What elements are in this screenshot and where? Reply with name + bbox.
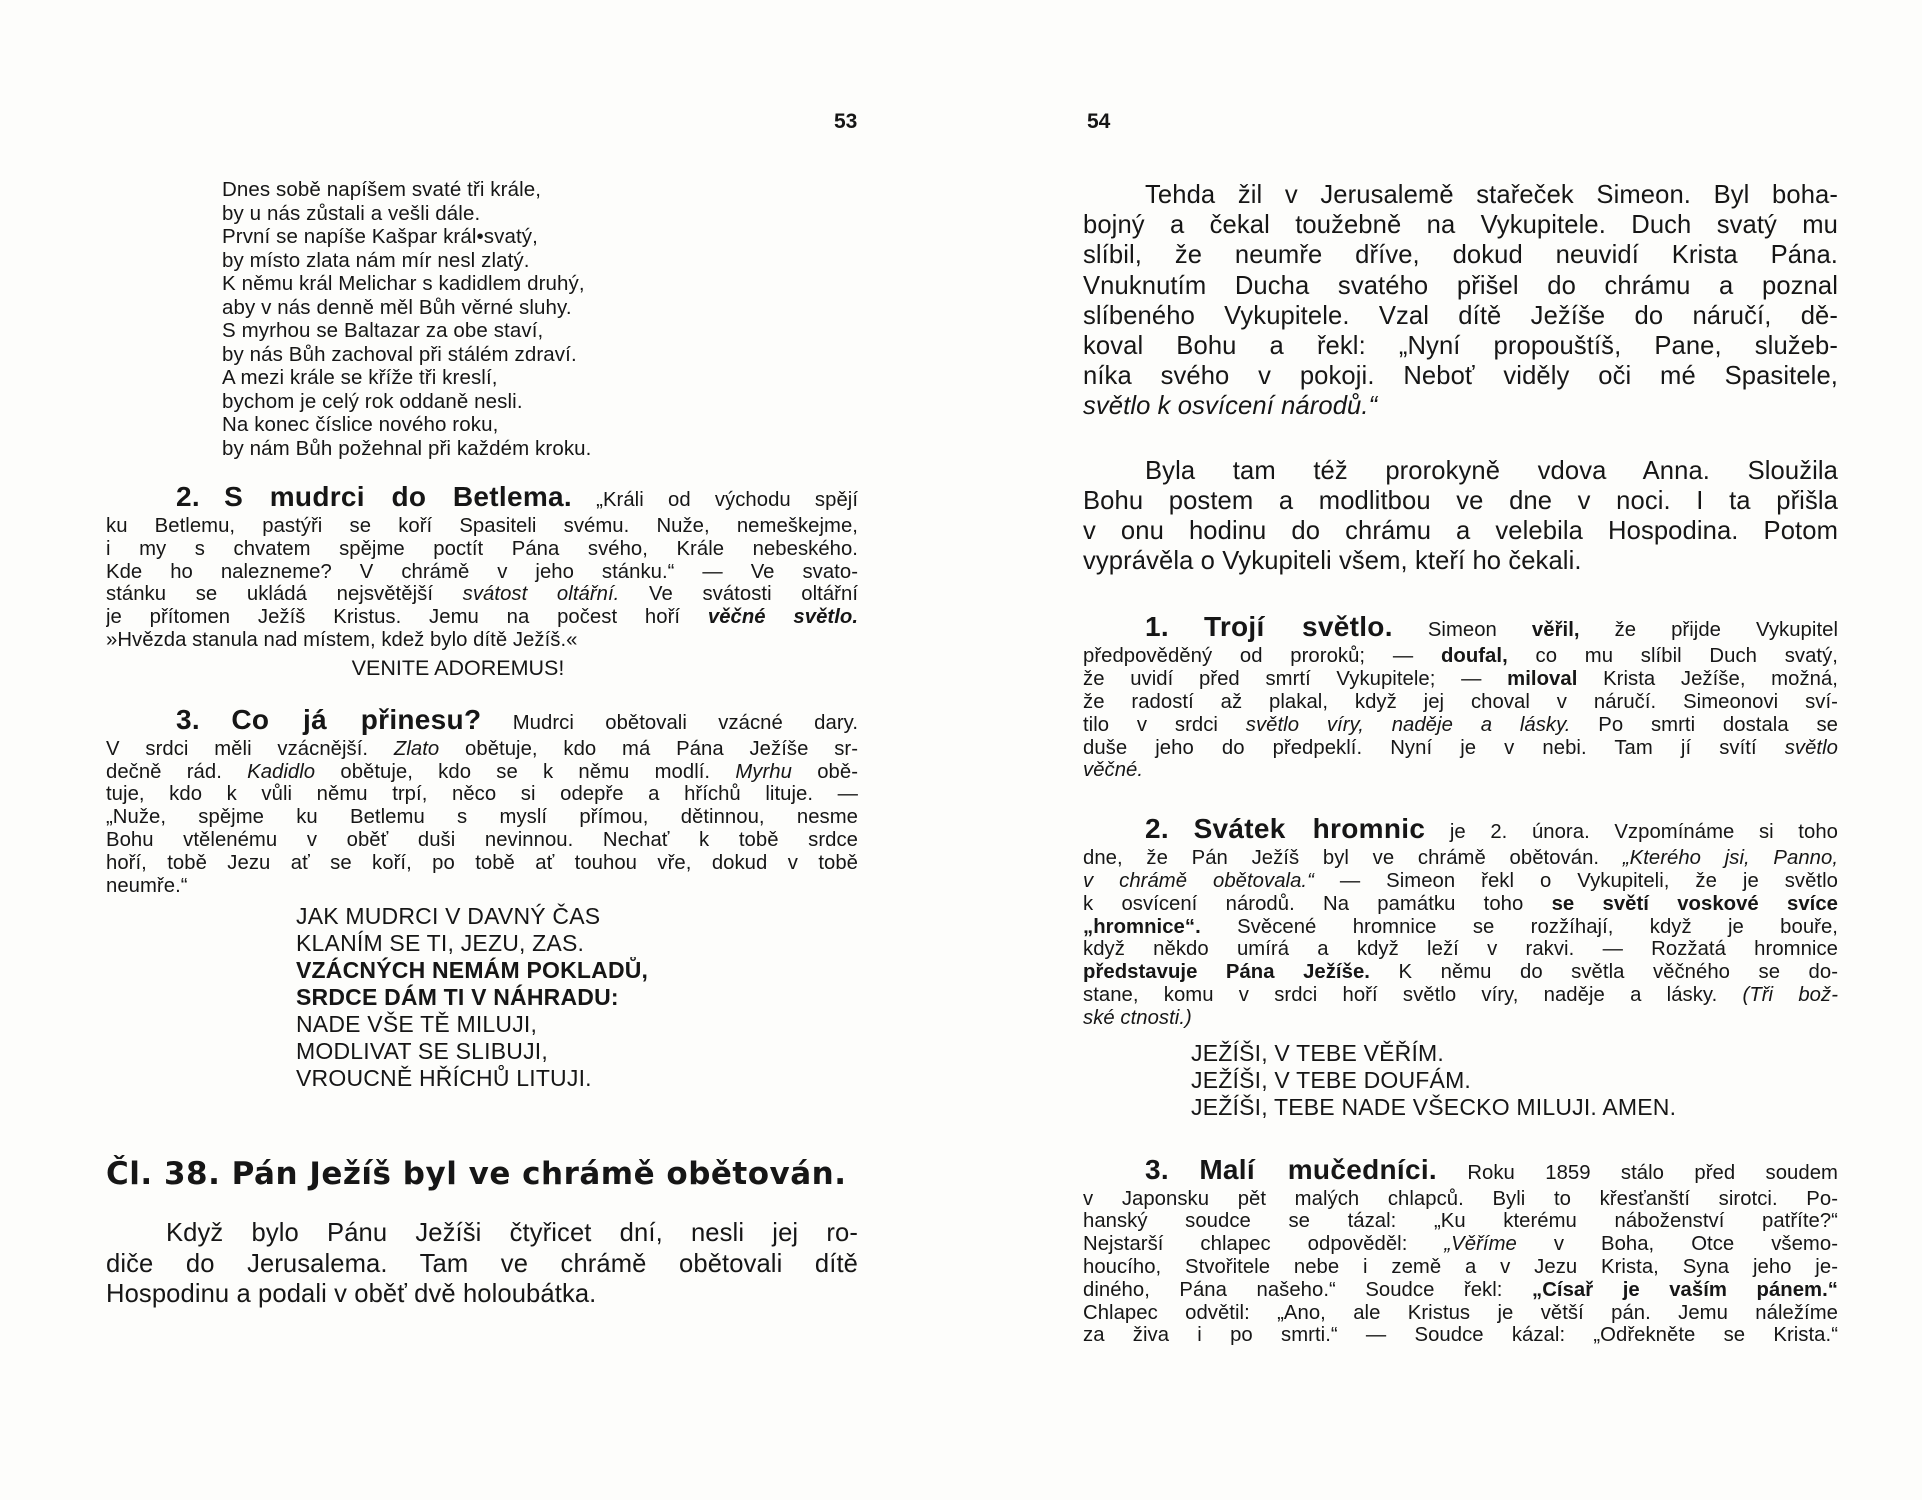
section-text: je přítomen Ježíš Kristus. Jemu na počest hoří	[106, 606, 681, 629]
refrain-line: MODLIVAT SE SLIBUJI,	[296, 1038, 548, 1065]
prayer-line: JEŽÍŠI, V TEBE DOUFÁM.	[1191, 1066, 1472, 1093]
poem-line: by nás Bůh zachoval při stálém zdraví.	[222, 342, 577, 366]
paragraph-line: slíbil, že neumře dříve, dokud neuvidí Krista Pána.	[1083, 241, 1838, 270]
section-text: „Králi od východu spějí	[596, 489, 858, 511]
section-number: 3.	[1145, 1154, 1169, 1185]
poem-line: Na konec číslice nového roku,	[222, 413, 499, 436]
section-text: Svěcené hromnice se rozžíhají, když je bouře,	[1237, 915, 1838, 938]
section-text: dečně rád.	[106, 760, 222, 783]
section-text: v Japonsku pět malých chlapců. Byli to křesťanští sirotci. Po-	[1083, 1187, 1838, 1210]
section-text: hoří, tobě Jezu ať se koří, po tobě ať touhou vře, dokud v tobě	[106, 851, 858, 874]
refrain-line: VZÁCNÝCH NEMÁM POKLADŮ,	[296, 957, 649, 984]
paragraph-line: Byla tam též prorokyně vdova Anna. Sloužila	[1145, 456, 1838, 485]
page-number-right: 54	[1087, 110, 1111, 133]
prayer-block	[1191, 1040, 1838, 1121]
emphasis-text: „hromnice“.	[1083, 915, 1201, 938]
section-text: že radostí až plakal, když jej choval v náručí. Simeonovi sví-	[1083, 691, 1838, 714]
paragraph-line: Hospodinu a podali v oběť dvě holoubátka.	[106, 1279, 597, 1308]
section-text: tilo v srdci	[1083, 713, 1218, 736]
poem-line: A mezi krále se kříže tři kreslí,	[222, 366, 498, 389]
section-text: Ve svátosti oltářní	[649, 583, 858, 606]
refrain-line: SRDCE DÁM TI V NÁHRADU:	[296, 984, 619, 1011]
chapter-intro	[106, 1218, 858, 1309]
right-page	[961, 0, 1922, 1500]
section-text: že přijde Vykupitel	[1614, 619, 1838, 642]
section-text: co mu slíbil Duch svatý,	[1535, 645, 1838, 668]
section-text: obětuje, kdo má Pána Ježíše sr-	[465, 737, 858, 760]
section-text: Nejstarší chlapec odpověděl:	[1083, 1233, 1408, 1256]
prayer-line: JEŽÍŠI, TEBE NADE VŠECKO MILUJI. AMEN.	[1191, 1093, 1677, 1120]
section-text: K němu do světla věčného se do-	[1398, 961, 1838, 984]
magi-refrain	[296, 903, 858, 1092]
section-text: hanský soudce se tázal: „Ku kterému náboženství patříte?“	[1083, 1210, 1838, 1233]
paragraph-line: Bohu postem a modlitbou ve dne v noci. I ta přišla	[1083, 486, 1838, 515]
section-text: obě-	[817, 760, 858, 783]
emphasis-text: Zlato	[393, 737, 440, 760]
poem-line: bychom je celý rok oddaně nesli.	[222, 389, 523, 413]
paragraph-line: Když bylo Pánu Ježíši čtyřicet dní, nesli jej ro-	[166, 1219, 858, 1248]
left-column	[106, 178, 858, 1309]
emphasis-text: miloval	[1507, 668, 1578, 691]
kings-poem	[222, 178, 858, 460]
section-text: Kde ho nalezneme? V chrámě v jeho stánku.“ — Ve svato-	[106, 560, 858, 583]
section-title: Trojí světlo.	[1203, 612, 1393, 643]
section-text: stánku se ukládá nejsvětější	[106, 583, 433, 606]
section-title: S mudrci do Betlema.	[224, 482, 572, 512]
section-threefold-light	[1083, 612, 1838, 782]
section-text: Bohu vtělenému v oběť duši nevinnou. Nechať k tobě srdce	[106, 828, 858, 851]
emphasis-text: Myrhu	[735, 760, 792, 783]
section-what-will-i-bring	[106, 705, 858, 898]
paragraph-line: vyprávěla o Vykupiteli všem, kteří ho čekali.	[1083, 547, 1582, 576]
emphasis-text: v chrámě obětovala.“	[1083, 870, 1314, 893]
chapter-heading: Čl. 38. Pán Ježíš byl ve chrámě obětován.	[106, 1156, 847, 1193]
prayer-line: JEŽÍŠI, V TEBE VĚŘÍM.	[1191, 1039, 1444, 1066]
simeon-paragraph	[1083, 180, 1838, 422]
poem-line: S myrhou se Baltazar za obe staví,	[222, 319, 544, 342]
right-column	[1083, 180, 1838, 1347]
paragraph-line: Tehda žil v Jerusalemě stařeček Simeon. Byl boha-	[1145, 181, 1838, 209]
emphasis-text: doufal,	[1440, 645, 1508, 668]
section-text: Krista Ježíše, možná,	[1603, 668, 1838, 691]
poem-line: Dnes sobě napíšem svaté tři krále,	[222, 178, 542, 201]
emphasis-text: světlo víry, naděje a lásky.	[1245, 713, 1571, 736]
emphasis-text: „Věříme	[1444, 1233, 1517, 1256]
section-text: Roku 1859 stálo před soudem	[1467, 1161, 1838, 1184]
poem-line: by u nás zůstali a vešli dále.	[222, 201, 481, 225]
section-text: Mudrci obětovali vzácné dary.	[512, 711, 858, 734]
emphasis-text: „Kterého jsi, Panno,	[1622, 847, 1838, 870]
poem-line: K němu král Melichar s kadidlem druhý,	[222, 272, 585, 295]
paragraph-line: diče do Jerusalema. Tam ve chrámě obětovali dítě	[106, 1249, 858, 1278]
section-text: „Nuže, spějme ku Betlemu s myslí přímou, dětinnou, nesme	[106, 806, 858, 829]
emphasis-text: se světí voskové svíce	[1551, 892, 1838, 915]
paragraph-line: bojný a čekal toužebně na Vykupitele. Duch svatý mu	[1083, 211, 1838, 240]
poem-line: by nám Bůh požehnal při každém kroku.	[222, 436, 592, 460]
section-candlemas	[1083, 814, 1838, 1029]
section-text: k osvícení národů. Na památku toho	[1083, 892, 1524, 915]
section-text: Simeon	[1427, 619, 1497, 642]
emphasis-text: věčné.	[1083, 759, 1144, 782]
section-text: neumře.“	[106, 874, 188, 897]
section-text: předpověděný od proroků; —	[1083, 645, 1414, 668]
poem-line: První se napíše Kašpar král•svatý,	[222, 225, 538, 248]
section-text: »Hvězda stanula nad místem, kdež bylo dítě Ježíš.«	[106, 628, 578, 651]
paragraph-line: v onu hodinu do chrámu a velebila Hospodina. Potom	[1083, 517, 1838, 546]
section-number: 3.	[176, 704, 200, 735]
paragraph-line: koval Bohu a řekl: „Nyní propouštíš, Pane, služeb-	[1083, 332, 1838, 361]
section-text: i my s chvatem spějme poctít Pána svého, Krále nebeského.	[106, 537, 858, 560]
emphasis-text: (Tři bož-	[1742, 984, 1838, 1006]
emphasis-text: věřil,	[1531, 619, 1580, 642]
section-text: — Simeon řekl o Vykupiteli, že je světlo	[1339, 870, 1838, 893]
section-title: Malí mučedníci.	[1199, 1154, 1437, 1185]
section-text: duše jeho do předpeklí. Nyní je v nebi. Tam jí svítí	[1083, 736, 1757, 759]
paragraph-line: Vnuknutím Ducha svatého přišel do chrámu a poznal	[1083, 271, 1838, 300]
paragraph-line: světlo k osvícení národů.“	[1083, 392, 1378, 421]
emphasis-text: Kadidlo	[247, 760, 316, 783]
section-text: stane, komu v srdci hoří světlo víry, naděje a lásky.	[1083, 984, 1718, 1006]
emphasis-text: svátost oltářní.	[462, 583, 620, 606]
refrain-line: KLANÍM SE TI, JEZU, ZAS.	[296, 930, 585, 957]
section-number: 2.	[176, 482, 200, 512]
section-text: když někdo umírá a když leží v rakvi. — Rozžatá hromnice	[1083, 938, 1838, 961]
refrain-line: JAK MUDRCI V DAVNÝ ČAS	[296, 903, 601, 930]
section-little-martyrs	[1083, 1155, 1838, 1348]
section-text: V srdci měli vzácnější.	[106, 737, 369, 760]
section-magi-to-bethlehem	[106, 482, 858, 681]
emphasis-text: světlo	[1784, 736, 1838, 759]
paragraph-line: níka svého v pokoji. Neboť viděly oči mé Spasitele,	[1083, 362, 1838, 391]
emphasis-text: věčné světlo.	[707, 606, 858, 629]
poem-line: by místo zlata nám mír nesl zlatý.	[222, 248, 530, 272]
section-text: Chlapec odvětil: „Ano, ale Kristus je větší pán. Jemu náležíme	[1083, 1301, 1838, 1324]
refrain-line: VROUCNĚ HŘÍCHŮ LITUJI.	[296, 1065, 592, 1092]
emphasis-text: představuje Pána Ježíše.	[1083, 961, 1370, 984]
venite-adoremus: VENITE ADOREMUS!	[351, 655, 565, 680]
section-text: Po smrti dostala se	[1598, 713, 1838, 736]
section-text: v Boha, Otce všemo-	[1553, 1233, 1838, 1256]
section-text: za živa i po smrti.“ — Soudce kázal: „Odřekněte se Krista.“	[1083, 1324, 1838, 1347]
section-text: dne, že Pán Ježíš byl ve chrámě obětován.	[1083, 847, 1600, 870]
section-number: 1.	[1145, 612, 1169, 643]
paragraph-line: slíbeného Vykupitele. Vzal dítě Ježíše do náručí, dě-	[1083, 301, 1838, 330]
emphasis-text: ské ctnosti.)	[1083, 1006, 1192, 1029]
emphasis-text: „Císař je vaším pánem.“	[1532, 1278, 1838, 1301]
section-text: je 2. února. Vzpomínáme si toho	[1449, 821, 1838, 844]
anna-paragraph	[1083, 456, 1838, 577]
section-text: diného, Pána našeho.“ Soudce řekl:	[1083, 1278, 1503, 1301]
section-text: obětuje, kdo se k němu modlí.	[340, 760, 711, 783]
section-text: houcího, Stvořitele nebe i země a v Jezu Krista, Syna jeho je-	[1083, 1255, 1838, 1278]
section-text: ku Betlemu, pastýři se koří Spasiteli svému. Nuže, nemeškejme,	[106, 515, 858, 537]
poem-line: aby v nás denně měl Bůh věrné sluhy.	[222, 295, 572, 319]
section-text: tuje, kdo k vůli němu trpí, něco si odepře a hříchů lituje. —	[106, 783, 858, 806]
refrain-line: NADE VŠE TĚ MILUJI,	[296, 1011, 538, 1038]
section-title: Co já přinesu?	[231, 704, 482, 735]
section-text: že uvidí před smrtí Vykupitele; —	[1083, 668, 1482, 691]
section-number: 2.	[1145, 814, 1169, 845]
section-title: Svátek hromnic	[1193, 814, 1426, 845]
page-number-left: 53	[834, 110, 858, 133]
